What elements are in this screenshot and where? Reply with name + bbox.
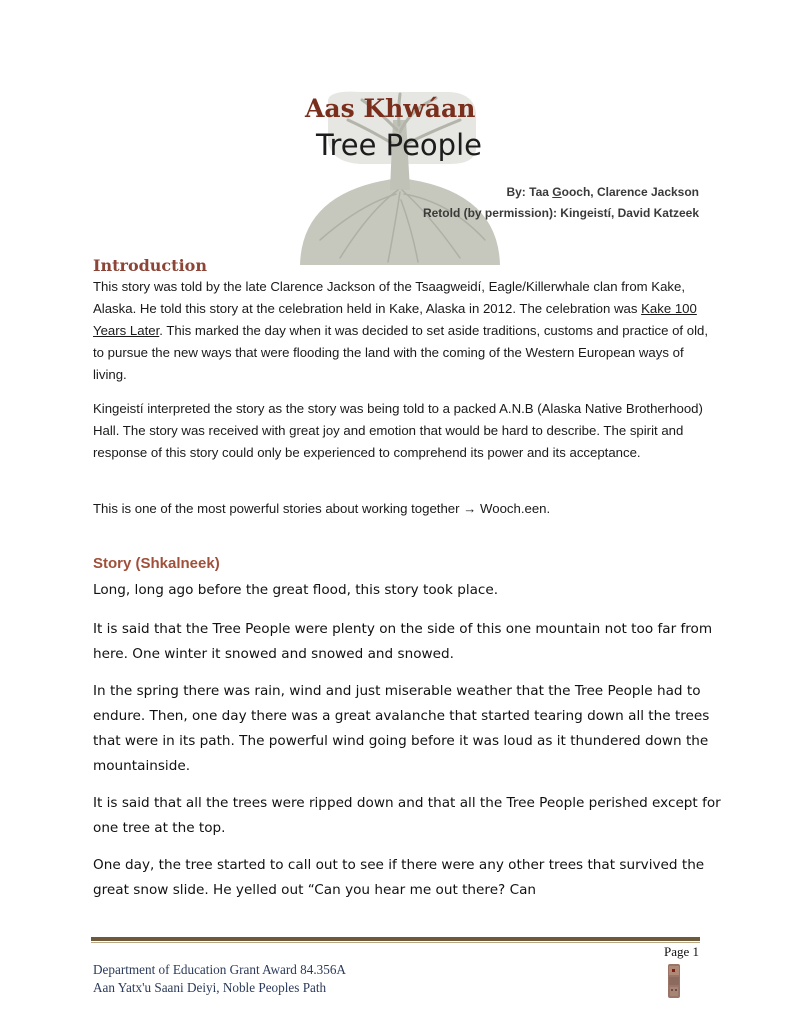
footer-program-line: Aan Yatx'u Saani Deiyi, Noble Peoples Path	[93, 980, 327, 995]
introduction-paragraph: Kingeistí interpreted the story as the story was being told to a packed A.N.B (Alaska Native Brotherhood) Hall. The story was received with great joy and emotion that would be hard to describe. The spirit and response of this story could only be experienced to comprehend its power and its acceptance.	[93, 401, 703, 460]
event-name-underlined: Kake 100 Years Later	[93, 301, 697, 338]
page-number: Page 1	[663, 944, 699, 959]
totem-pole-icon	[666, 963, 682, 999]
introduction-paragraph: This is one of the most powerful stories about working together → Wooch.een.	[93, 501, 551, 516]
introduction-paragraph	[93, 276, 713, 386]
author-byline	[506, 185, 699, 199]
document-subtitle: Tree People	[316, 128, 482, 162]
document-title: Aas Khwáan	[305, 94, 476, 123]
footer-divider	[91, 937, 700, 941]
intro-text: . This marked the day when it was decided to set aside traditions, customs and practice of old, to pursue the new ways that were flooding the land with the coming of the Western European ways of living.	[93, 323, 709, 382]
footer-grant-line: Department of Education Grant Award 84.356A	[93, 962, 346, 977]
story-paragraph: One day, the tree started to call out to see if there were any other trees that survived the great snow slide. He yelled out “Can you hear me out there? Can	[93, 857, 705, 898]
intro-text: This story was told by the late Clarence Jackson of the Tsaagweidí, Eagle/Killerwhale clan from Kake, Alaska. He told this story at the celebration held in Kake, Alaska in 2012. The celebration was	[93, 279, 686, 316]
retold-byline: Retold (by permission): Kingeistí, David Katzeek	[422, 206, 699, 220]
story-heading: Story (Shkalneek)	[93, 555, 220, 572]
story-paragraph: It is said that the Tree People were plenty on the side of this one mountain not too far from here. One winter it snowed and snowed and snowed.	[93, 621, 713, 662]
byline-rest: ooch, Clarence Jackson	[561, 185, 699, 199]
footer-divider-thin	[91, 942, 700, 943]
byline-underlined-letter: G	[552, 185, 562, 199]
introduction-heading: Introduction	[93, 256, 207, 275]
story-paragraph: It is said that all the trees were ripped down and that all the Tree People perished except for one tree at the top.	[93, 795, 721, 836]
story-paragraph: Long, long ago before the great flood, this story took place.	[93, 582, 499, 598]
byline-prefix: By: Taa	[506, 185, 553, 199]
story-paragraph: In the spring there was rain, wind and just miserable weather that the Tree People had to endure. Then, one day there was a great avalanche that started tearing down all the trees that were in its path. The powerful wind going before it was loud as it thundered down the mountainside.	[93, 683, 710, 774]
